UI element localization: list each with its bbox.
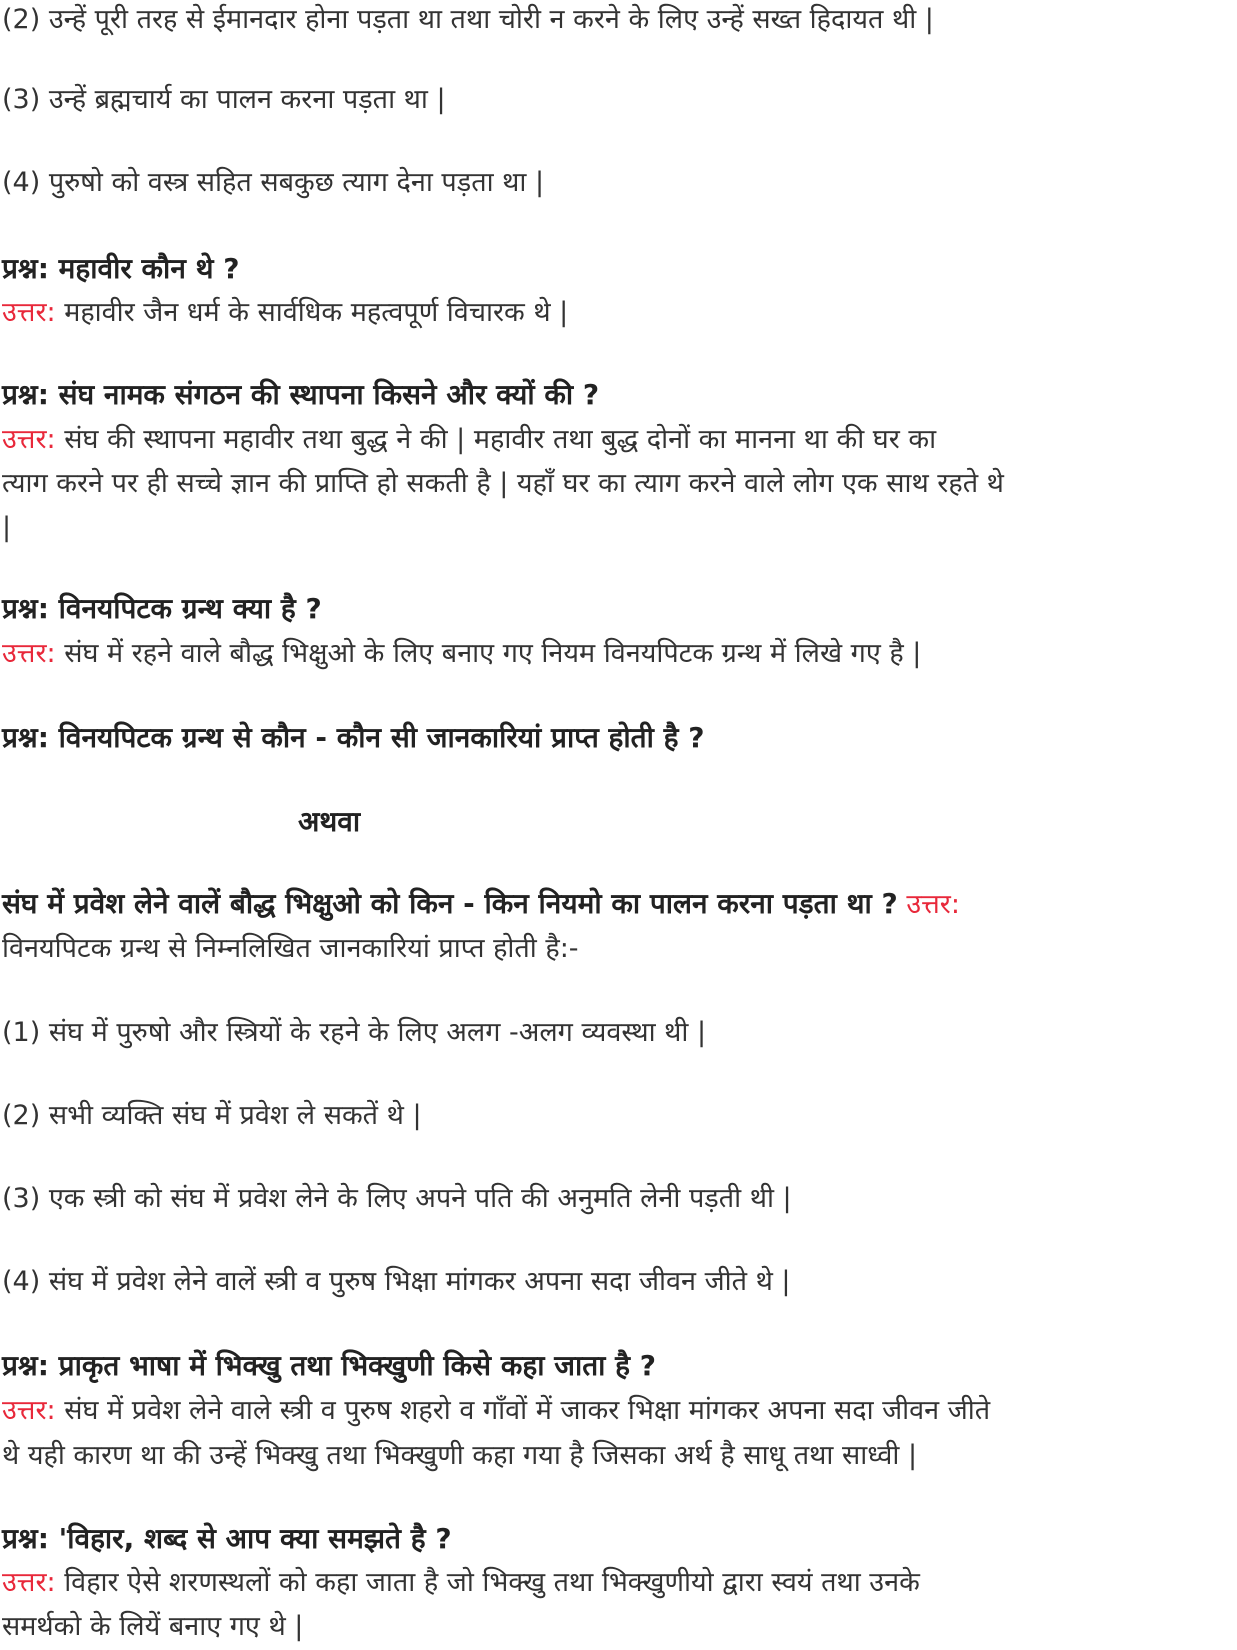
rule-item-2: (2) उन्हें पूरी तरह से ईमानदार होना पड़ता था तथा चोरी न करने के लिए उन्हें सख्त हिदायत थी |: [2, 4, 934, 35]
answer-2-line-2: त्याग करने पर ही सच्चे ज्ञान की प्राप्ति हो सकती है | यहाँ घर का त्याग करने वाले लोग एक साथ रहते थे: [2, 468, 1004, 499]
point-3: (3) एक स्त्री को संघ में प्रवेश लेने के लिए अपने पति की अनुमति लेनी पड़ती थी |: [2, 1183, 792, 1214]
answer-text: संघ में रहने वाले बौद्ध भिक्षुओ के लिए बनाए गए नियम विनयपिटक ग्रन्थ में लिखे गए है |: [64, 638, 922, 669]
answer-2-line-1: [2, 423, 936, 457]
question-1: प्रश्न: महावीर कौन थे ?: [2, 252, 240, 285]
answer-2-line-3: |: [2, 512, 12, 543]
question-5: प्रश्न: प्राकृत भाषा में भिक्खु तथा भिक्खुणी किसे कहा जाता है ?: [2, 1349, 657, 1382]
answer-label: उत्तर:: [2, 1395, 56, 1426]
answer-label: उत्तर:: [2, 297, 56, 328]
answer-text: विहार ऐसे शरणस्थलों को कहा जाता है जो भिक्खु तथा भिक्खुणीयो द्वारा स्वयं तथा उनके: [64, 1567, 920, 1598]
answer-label: उत्तर:: [906, 889, 960, 920]
answer-label: उत्तर:: [2, 424, 56, 455]
question-2: प्रश्न: संघ नामक संगठन की स्थापना किसने और क्यों की ?: [2, 378, 600, 411]
point-1: (1) संघ में पुरुषो और स्त्रियों के रहने के लिए अलग -अलग व्यवस्था थी |: [2, 1017, 707, 1048]
answer-text: महावीर जैन धर्म के सार्वधिक महत्वपूर्ण विचारक थे |: [64, 297, 569, 328]
or-separator: अथवा: [298, 805, 361, 838]
point-4: (4) संघ में प्रवेश लेने वालें स्त्री व पुरुष भिक्षा मांगकर अपना सदा जीवन जीते थे |: [2, 1266, 791, 1297]
answer-label: उत्तर:: [2, 638, 56, 669]
answer-5-line-2: थे यही कारण था की उन्हें भिक्खु तथा भिक्खुणी कहा गया है जिसका अर्थ है साधू तथा साध्वी |: [2, 1440, 918, 1471]
question-4-alt: [2, 887, 960, 922]
answer-6-line-1: [2, 1566, 920, 1600]
rule-item-4: (4) पुरुषो को वस्त्र सहित सबकुछ त्याग देना पड़ता था |: [2, 167, 545, 198]
question-4: प्रश्न: विनयपिटक ग्रन्थ से कौन - कौन सी जानकारियां प्राप्त होती है ?: [2, 721, 705, 754]
rule-item-3: (3) उन्हें ब्रह्मचार्य का पालन करना पड़ता था |: [2, 84, 446, 115]
point-2: (2) सभी व्यक्ति संघ में प्रवेश ले सकतें थे |: [2, 1100, 422, 1131]
answer-text: संघ की स्थापना महावीर तथा बुद्ध ने की | महावीर तथा बुद्ध दोनों का मानना था की घर का: [64, 424, 937, 455]
answer-6-line-2: समर्थको के लियें बनाए गए थे |: [2, 1611, 304, 1642]
answer-3: [2, 637, 921, 671]
question-alt-text: संघ में प्रवेश लेने वालें बौद्ध भिक्षुओ को किन - किन नियमो का पालन करना पड़ता था ?: [2, 887, 898, 920]
answer-label: उत्तर:: [2, 1567, 56, 1598]
answer-1: [2, 296, 568, 330]
answer-text: संघ में प्रवेश लेने वाले स्त्री व पुरुष शहरो व गाँवों में जाकर भिक्षा मांगकर अपना सदा जीवन जीते: [64, 1395, 991, 1426]
answer-5-line-1: [2, 1394, 990, 1428]
answer-4-intro: विनयपिटक ग्रन्थ से निम्नलिखित जानकारियां प्राप्त होती है:-: [2, 933, 579, 964]
question-3: प्रश्न: विनयपिटक ग्रन्थ क्या है ?: [2, 592, 322, 625]
question-6: प्रश्न: 'विहार, शब्द से आप क्या समझते है ?: [2, 1522, 452, 1555]
